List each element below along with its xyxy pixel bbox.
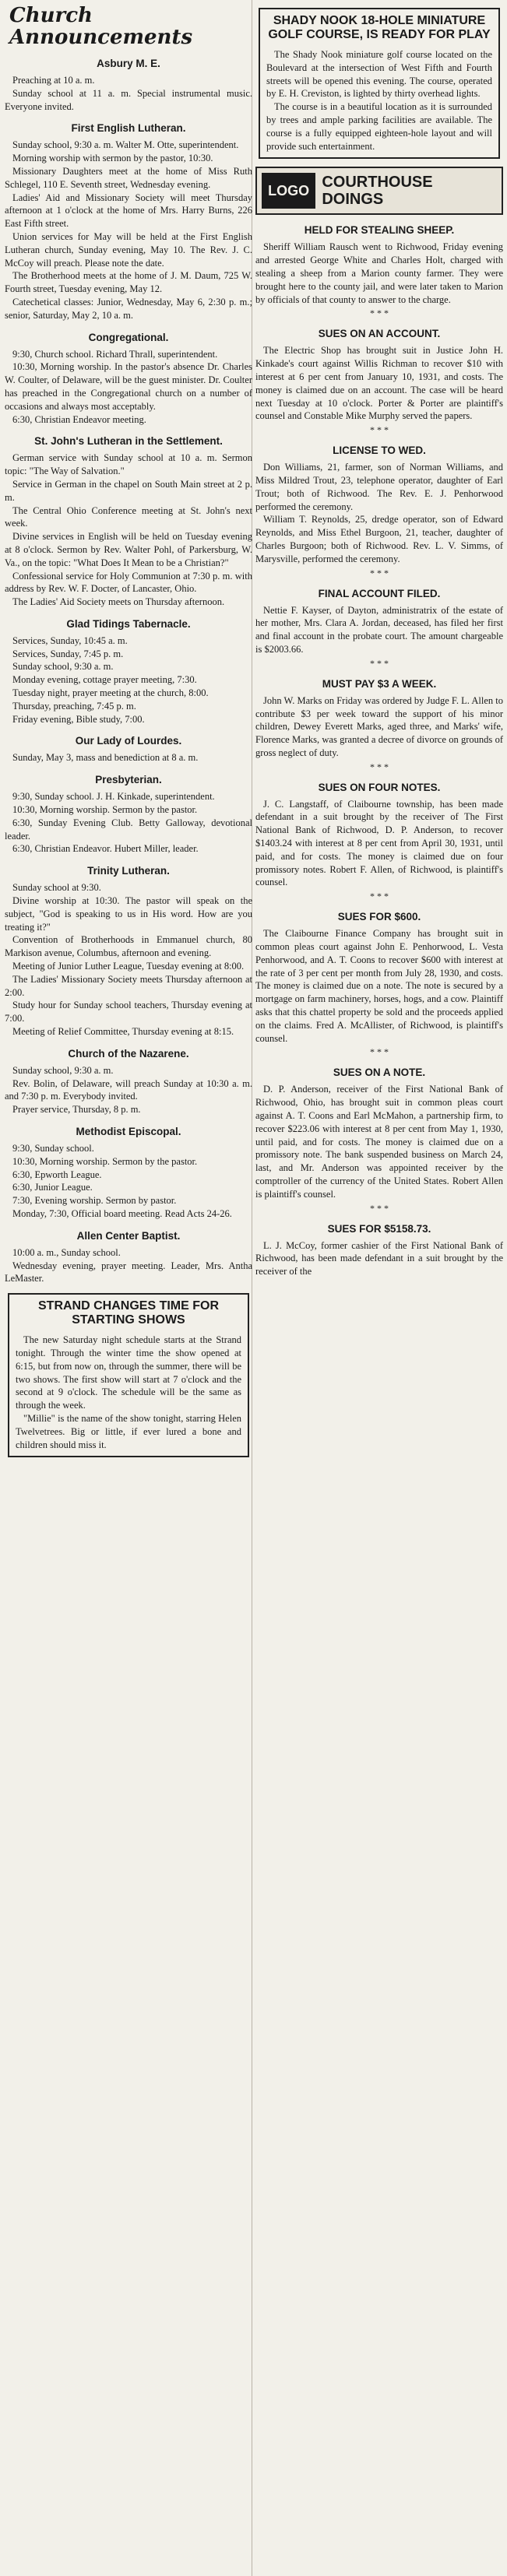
paragraph: The course is in a beautiful location as it is surrounded by trees and ample parking facilities are available. The course is a fully equipped eighteen-hole layout and will provide such entertainment. bbox=[266, 101, 492, 152]
paragraph: L. J. McCoy, former cashier of the First National Bank of Richwood, has been made defendant in a suit brought by the receiver of the bbox=[255, 1239, 503, 1277]
section-allen-center-baptist bbox=[5, 1230, 252, 1285]
section-title: Church of the Nazarene. bbox=[68, 1047, 189, 1060]
section-trinity-lutheran bbox=[5, 865, 252, 1038]
section-title: Asbury M. E. bbox=[97, 58, 160, 69]
paragraph: German service with Sunday school at 10 a. m. Sermon topic: "The Way of Salvation." bbox=[5, 452, 252, 477]
paragraph: Tuesday night, prayer meeting at the church, 8:00. bbox=[12, 687, 209, 699]
paragraph: Nettie F. Kayser, of Dayton, administratrix of the estate of her mother, Mrs. Clara A. Jordan, deceased, has filed her first and final account in the probate court. The amount chargeable is $2003.66. bbox=[255, 604, 503, 655]
court-item-title: LICENSE TO WED. bbox=[333, 445, 426, 457]
court-item-must-pay-3-a-week bbox=[255, 678, 503, 772]
section-title: Allen Center Baptist. bbox=[76, 1229, 181, 1242]
paragraph: Wednesday evening, prayer meeting. Leader, Mrs. Antha LeMaster. bbox=[5, 1260, 252, 1284]
star-separator: * * * bbox=[370, 657, 389, 669]
paragraph: William T. Reynolds, 25, dredge operator, son of Edward Reynolds, and Miss Ethel Burgoon, 21, teacher, daughter of Charles Burgoon; both of Richwood. Rev. L. V. Simms, of Marysville, performed the ceremony. bbox=[255, 514, 503, 564]
paragraph: Missionary Daughters meet at the home of Miss Ruth Schlegel, 110 E. Seventh street, Wednesday evening. bbox=[5, 165, 252, 190]
star-separator: * * * bbox=[370, 567, 389, 578]
paragraph: Morning worship with sermon by the pastor, 10:30. bbox=[12, 153, 213, 164]
paragraph: 9:30, Sunday school. bbox=[12, 1143, 94, 1154]
court-item-title: SUES ON A NOTE. bbox=[333, 1067, 426, 1079]
paragraph: The Electric Shop has brought suit in Justice John H. Kinkade's court against Willis Richman to recover $10 with interest at 6 per cent from January 10, 1931, and costs. The money is claimed due on an account. The case will be heard next Tuesday at 10 o'clock. Porter & Porter are plaintiff's counsel and Constable Mike Murphy served the papers. bbox=[255, 345, 503, 422]
court-item-held-for-stealing-sheep bbox=[255, 224, 503, 318]
paragraph: The Brotherhood meets at the home of J. M. Daum, 725 W. Fourth street, Tuesday evening, May 12. bbox=[5, 270, 252, 295]
paragraph: 10:30, Morning worship. In the pastor's absence Dr. Charles W. Coulter, of Delaware, will be the guest minister. Dr. Coulter has preached in the Congregational church on a number of occasions and always most acceptably. bbox=[5, 361, 252, 412]
paragraph: 6:30, Epworth League. bbox=[12, 1169, 102, 1180]
section-methodist-episcopal bbox=[5, 1126, 252, 1221]
paragraph: Divine services in English will be held on Tuesday evening at 8 o'clock. Sermon by Rev. Walter Pohl, of Parkersburg, W. Va., on the topic: "What Does It Mean to be a Christian?" bbox=[5, 531, 252, 568]
court-item-title: SUES ON FOUR NOTES. bbox=[318, 781, 441, 793]
section-title: St. John's Lutheran in the Settlement. bbox=[34, 435, 223, 448]
section-presbyterian bbox=[5, 774, 252, 856]
court-item-title: SUES ON AN ACCOUNT. bbox=[318, 328, 441, 340]
section-title: Trinity Lutheran. bbox=[87, 865, 170, 877]
paragraph: 6:30, Sunday Evening Club. Betty Galloway, devotional leader. bbox=[5, 817, 252, 842]
section-glad-tidings bbox=[5, 618, 252, 726]
section-first-english-lutheran bbox=[5, 122, 252, 322]
courthouse-doings-banner bbox=[255, 167, 503, 215]
paragraph: The Ladies' Missionary Society meets Thursday afternoon at 2:00. bbox=[5, 973, 252, 998]
section-title: Methodist Episcopal. bbox=[76, 1126, 181, 1137]
paragraph: Services, Sunday, 10:45 a. m. bbox=[12, 634, 128, 646]
paragraph: Friday evening, Bible study, 7:00. bbox=[12, 713, 145, 725]
paragraph: Sunday school at 11 a. m. Special instrumental music. Everyone invited. bbox=[5, 87, 252, 112]
paragraph: Sunday school, 9:30 a. m. Walter M. Otte, superintendent. bbox=[12, 139, 239, 151]
section-congregational bbox=[5, 332, 252, 427]
paragraph: The Shady Nook miniature golf course located on the Boulevard at the intersection of West Fifth and Fourth streets will be opened this evening. The course, operated by E. H. Creviston, is lighted by thirty overhead lights. bbox=[266, 49, 492, 100]
paragraph: Study hour for Sunday school teachers, Thursday evening at 7:00. bbox=[5, 1000, 252, 1024]
paragraph: Ladies' Aid and Missionary Society will meet Thursday afternoon at 1 o'clock at the home of Mrs. Harry Burns, 226 East Fifth street. bbox=[5, 192, 252, 230]
paragraph: D. P. Anderson, receiver of the First National Bank of Richwood, Ohio, has brought suit in common pleas court against A. T. Coons and Earl McMahon, a partnership firm, to recover $223.06 with interest at 8 per cent from May 1, 1930, until paid, and for costs. The money is claimed due on a promissory note. The bank suspended business on March 24, last, and Mr. Anderson was appointed receiver by the comptroller of the currency of the United States. Robert Allen is plaintiff's counsel. bbox=[255, 1084, 503, 1200]
shady-nook-golf-box bbox=[259, 8, 500, 159]
paragraph: The Claibourne Finance Company has brought suit in common pleas court against John E. Penhorwood, L. Vesta Penhorwood, and A. T. Coons to recover $600 with interest at the rate of 3 per cent per month from July 28, 1930, and costs. The money is claimed due on a note. The note is secured by a mortgage on farm machinery, horses, hogs, and a cow. Plaintiff asks that this chattel property be sold and the proceeds applied on the claims. Fred A. McAllister, of Richwood, is plaintiff's counsel. bbox=[255, 928, 503, 1044]
paragraph: 10:30, Morning worship. Sermon by the pastor. bbox=[12, 1155, 198, 1167]
box-title: STRAND CHANGES TIME FOR STARTING SHOWS bbox=[38, 1299, 219, 1327]
strand-changes-time-box bbox=[8, 1293, 249, 1457]
paragraph: John W. Marks on Friday was ordered by Judge F. L. Allen to contribute $3 per week toward the support of his minor children, Dewey Everett Marks, aged three, and Marks' wife, Florence Marks, was granted a decree of divorce on grounds of gross neglect of duty. bbox=[255, 694, 503, 758]
paragraph: 9:30, Church school. Richard Thrall, superintendent. bbox=[12, 348, 218, 360]
section-asbury bbox=[5, 58, 252, 113]
paragraph: Confessional service for Holy Communion at 7:30 p. m. with address by Rev. W. F. Docter, of Lancaster, Ohio. bbox=[5, 570, 252, 595]
courthouse-logo-icon: LOGO bbox=[262, 173, 315, 209]
court-item-final-account-filed bbox=[255, 588, 503, 669]
court-item-sues-on-an-account bbox=[255, 328, 503, 435]
paragraph: Sunday, May 3, mass and benediction at 8 a. m. bbox=[12, 752, 199, 764]
court-item-title: SUES FOR $5158.73. bbox=[327, 1222, 431, 1235]
paragraph: Sunday school, 9:30 a. m. bbox=[12, 1064, 114, 1076]
left-column bbox=[5, 0, 252, 1465]
courthouse-doings-title: COURTHOUSE DOINGS bbox=[322, 174, 433, 209]
paragraph: Thursday, preaching, 7:45 p. m. bbox=[12, 700, 136, 712]
paragraph: Union services for May will be held at the First English Lutheran church, Sunday evening, May 10. The Rev. J. C. McCoy will preach. Please note the date. bbox=[5, 230, 252, 269]
paragraph: The Central Ohio Conference meeting at St. John's next week. bbox=[5, 504, 252, 529]
paragraph: 6:30, Christian Endeavor. Hubert Miller, leader. bbox=[12, 843, 199, 855]
church-announcements-masthead: Church Announcements bbox=[9, 4, 193, 49]
paragraph: J. C. Langstaff, of Claibourne township, has been made defendant in a suit brought by the receiver of The First National Bank of Richwood, D. P. Anderson, to recover $1403.24 with interest at 8 per cent from April 30, 1931, until paid, and for costs. The money is claimed due on four promissory notes. Robert F. Allen, of Richwood, is plaintiff's counsel. bbox=[255, 798, 503, 888]
section-title: Glad Tidings Tabernacle. bbox=[66, 617, 191, 630]
paragraph: Monday, 7:30, Official board meeting. Read Acts 24-26. bbox=[12, 1207, 232, 1219]
paragraph: The new Saturday night schedule starts at the Strand tonight. Through the winter time the show opened at 6:15, but from now on, through the summer, there will be two shows. The first show will start at 7 o'clock and the second at 9 o'clock. The schedule will be the same as through the week. bbox=[16, 1334, 241, 1411]
paragraph: Service in German in the chapel on South Main street at 2 p. m. bbox=[5, 478, 252, 503]
court-item-title: HELD FOR STEALING SHEEP. bbox=[304, 224, 455, 237]
paragraph: Divine worship at 10:30. The pastor will speak on the subject, "God is speaking to us in His word. How are you treating it?" bbox=[5, 895, 252, 933]
section-title: Our Lady of Lourdes. bbox=[75, 735, 182, 747]
section-title: Presbyterian. bbox=[95, 774, 162, 786]
section-title: First English Lutheran. bbox=[71, 122, 186, 135]
paragraph: Convention of Brotherhoods in Emmanuel church, 80 Markison avenue, Columbus, afternoon and evening. bbox=[5, 934, 252, 959]
paragraph: Monday evening, cottage prayer meeting, 7:30. bbox=[12, 674, 197, 686]
court-item-title: MUST PAY $3 A WEEK. bbox=[322, 677, 437, 690]
spacer bbox=[266, 42, 492, 48]
paragraph: 7:30, Evening worship. Sermon by pastor. bbox=[12, 1195, 177, 1207]
court-item-sues-on-four-notes bbox=[255, 782, 503, 902]
court-item-sues-for-5158-73 bbox=[255, 1223, 503, 1278]
paragraph: 10:30, Morning worship. Sermon by the pastor. bbox=[12, 804, 198, 816]
paragraph: 9:30, Sunday school. J. H. Kinkade, superintendent. bbox=[12, 791, 215, 803]
spacer bbox=[16, 1327, 241, 1334]
paragraph: Services, Sunday, 7:45 p. m. bbox=[12, 648, 124, 659]
right-column bbox=[255, 0, 503, 1284]
paragraph: 6:30, Christian Endeavor meeting. bbox=[12, 413, 146, 425]
paragraph: Rev. Bolin, of Delaware, will preach Sunday at 10:30 a. m. and 7:30 p. m. Everybody invited. bbox=[5, 1077, 252, 1102]
paragraph: "Millie" is the name of the show tonight, starring Helen Twelvetrees. Big or little, if ever lured a bone and children should miss it. bbox=[16, 1412, 241, 1450]
star-separator: * * * bbox=[370, 761, 389, 772]
star-separator: * * * bbox=[370, 891, 389, 902]
paragraph: 10:00 a. m., Sunday school. bbox=[12, 1246, 121, 1258]
court-item-sues-on-a-note bbox=[255, 1067, 503, 1213]
section-our-lady-of-lourdes bbox=[5, 735, 252, 764]
star-separator: * * * bbox=[370, 308, 389, 319]
paragraph: Don Williams, 21, farmer, son of Norman Williams, and Miss Mildred Trout, 23, telephone operator, daughter of Earl Trout; both of Richwood. The Rev. E. J. Penhorwood performed the ceremony. bbox=[255, 462, 503, 512]
paragraph: Preaching at 10 a. m. bbox=[12, 75, 95, 86]
paragraph: Sunday school at 9:30. bbox=[12, 882, 101, 894]
section-title: Congregational. bbox=[88, 331, 169, 343]
paragraph: Sunday school, 9:30 a. m. bbox=[12, 661, 114, 673]
star-separator: * * * bbox=[370, 424, 389, 436]
star-separator: * * * bbox=[370, 1046, 389, 1058]
paragraph: Catechetical classes: Junior, Wednesday, May 6, 2:30 p. m.; senior, Saturday, May 2, 10 a. m. bbox=[5, 296, 252, 321]
paragraph: Sheriff William Rausch went to Richwood, Friday evening and arrested George White and Charles Holt, charged with stealing a sheep from a Marion county farmer. They were brought here to the county jail, and were later taken to Marion by officials of that county to answer to the charge. bbox=[255, 241, 503, 305]
section-st-johns-lutheran bbox=[5, 435, 252, 609]
court-item-license-to-wed bbox=[255, 445, 503, 578]
paragraph: Meeting of Junior Luther League, Tuesday evening at 8:00. bbox=[12, 961, 245, 972]
court-item-title: FINAL ACCOUNT FILED. bbox=[318, 587, 441, 599]
box-title: SHADY NOOK 18-HOLE MINIATURE GOLF COURSE, IS READY FOR PLAY bbox=[268, 14, 491, 41]
paragraph: The Ladies' Aid Society meets on Thursday afternoon. bbox=[12, 596, 225, 608]
section-church-of-the-nazarene bbox=[5, 1048, 252, 1116]
court-item-title: SUES FOR $600. bbox=[337, 911, 421, 923]
star-separator: * * * bbox=[370, 1202, 389, 1214]
court-item-sues-for-600 bbox=[255, 911, 503, 1057]
paragraph: Prayer service, Thursday, 8 p. m. bbox=[12, 1104, 141, 1116]
paragraph: 6:30, Junior League. bbox=[12, 1182, 93, 1193]
paragraph: Meeting of Relief Committee, Thursday evening at 8:15. bbox=[12, 1026, 234, 1038]
